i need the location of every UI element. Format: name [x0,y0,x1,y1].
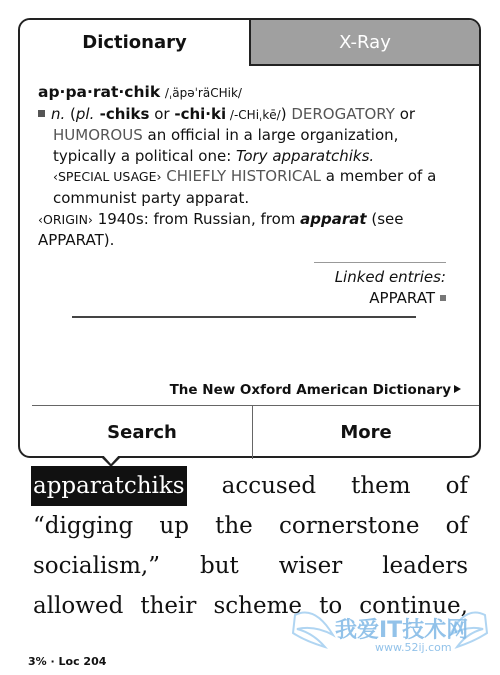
origin-see: (see APPARAT). [38,209,404,250]
word: leaders [382,553,468,579]
definition-1: an official in a large organization, typically a political one: [53,126,399,165]
headword: ap·pa·rat·chik [38,83,161,101]
word: scheme [213,593,303,619]
paren-open: ( [65,104,76,123]
text-line [33,466,468,506]
word: them [351,473,411,499]
tab-dictionary[interactable]: Dictionary [20,20,249,64]
origin-word: apparat [300,209,367,228]
arrow-right-icon [454,385,461,393]
watermark [285,595,495,670]
plural-form-2: -chi·ki [174,104,227,123]
dictionary-popup [18,18,481,458]
selected-word[interactable]: apparatchiks [31,466,187,506]
word: their [140,593,197,619]
plural-pronunciation: /-CHiˌkē/ [226,107,281,122]
special-usage-tag: ‹SPECIAL USAGE› [53,169,162,185]
tab-xray[interactable]: X-Ray [249,20,479,66]
word: allowed [33,593,124,619]
word: continue, [359,593,468,619]
dictionary-source-label: The New Oxford American Dictionary [169,382,451,398]
dictionary-entry [38,82,463,251]
more-button[interactable]: More [252,406,479,459]
paren-close: ) [280,104,292,123]
linked-entry-label: APPARAT [369,289,435,307]
plural-form-1: -chiks [94,104,150,123]
search-button[interactable]: Search [107,422,177,443]
register-label-historical: CHIEFLY HISTORICAL [166,167,322,186]
origin-tag: ‹ORIGIN› [38,211,93,227]
word: accused [221,473,317,499]
word: of [445,473,468,499]
word: up [159,513,189,539]
linked-entries-label: Linked entries: [334,268,446,286]
register-label-humorous: HUMOROUS [53,126,143,145]
text-line [33,546,468,586]
word: of [445,513,468,539]
watermark-text: 我爱IT技术网 [335,618,469,643]
register-label-derogatory: DEROGATORY [291,104,395,123]
example-text: Tory apparatchiks. [236,146,375,165]
word: to [319,593,343,619]
word: the [215,513,253,539]
popup-actions [32,405,479,459]
origin-text: 1940s: from Russian, from [92,209,301,228]
popup-tabs [20,20,479,64]
pronunciation: /ˌäpəˈräCHik/ [164,86,242,100]
sense-bullet-icon [38,110,45,117]
word: “digging [33,513,134,539]
or-text-2: or [394,104,416,123]
watermark-url: www.52ij.com [375,641,452,654]
definition-2: a member of a communist party apparat. [53,167,437,207]
or-text-1: or [149,104,175,123]
linked-entry-apparat[interactable] [314,288,446,309]
word: socialism,” [33,553,160,579]
reading-progress-status: 3% · Loc 204 [28,655,107,668]
popup-pointer-fill [102,454,120,464]
dictionary-source-link[interactable] [170,382,461,398]
word: but [199,553,239,579]
part-of-speech: n. [51,104,66,123]
linked-entries [314,262,446,309]
plural-label: pl. [75,104,95,123]
link-square-icon [440,295,446,301]
text-line [33,506,468,546]
word: cornerstone [278,513,420,539]
scroll-divider [72,316,416,318]
word: wiser [278,553,343,579]
